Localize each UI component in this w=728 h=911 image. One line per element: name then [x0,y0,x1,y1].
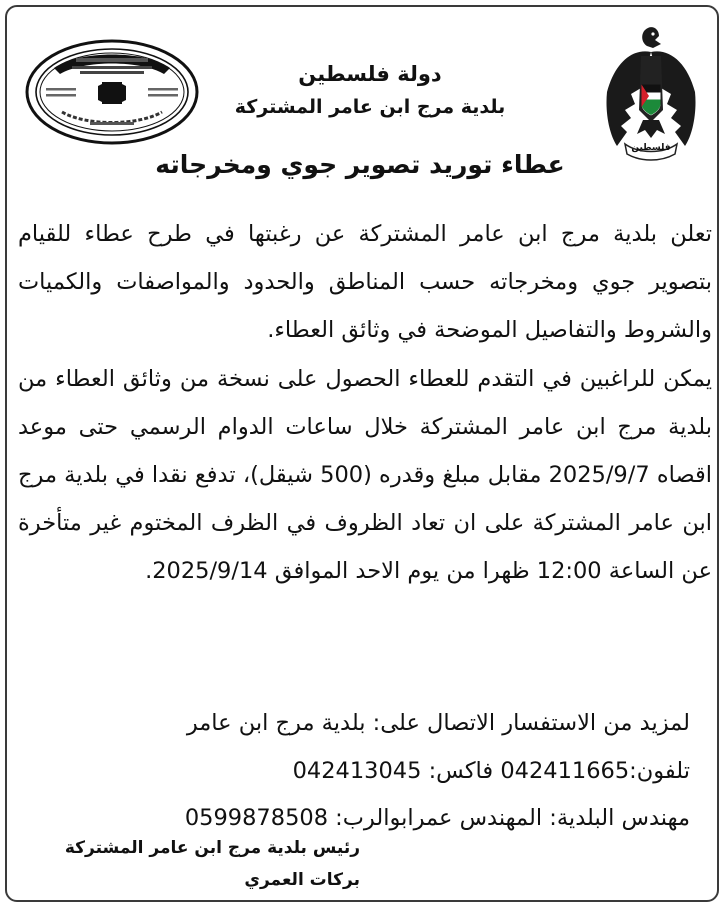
phone-fax-line: تلفون:042411665 فاكس: 042413045 [292,757,690,784]
signature-name: بركات العمري [244,870,360,890]
header-municipality: بلدية مرج ابن عامر المشتركة [234,96,506,118]
contact-info [50,700,690,843]
engineer-line: مهندس البلدية: المهندس عمرابوالرب: 0599878508 [184,805,690,831]
paragraph-announcement: تعلن بلدية مرج ابن عامر المشتركة عن رغبتها في طرح عطاء للقيام بتصوير جوي ومخرجاته حسب المناطق والحدود والمواصفات والكميات والشروط والتفاصيل الموضحة في وثائق العطاء. [18,221,712,344]
municipality-seal [24,38,200,146]
signature-title: رئيس بلدية مرج ابن عامر المشتركة [64,838,360,858]
tender-title: عطاء توريد تصوير جوي ومخرجاته [155,150,565,179]
paragraph-conditions: يمكن للراغبين في التقدم للعطاء الحصول على نسخة من وثائق العطاء من بلدية مرج ابن عامر المشتركة خلال ساعات الدوام الرسمي حتى موعد اقصاه 2025/9/7 مقابل مبلغ وقدره (500 شيقل)، تدفع نقدا في بلدية مرج ابن عامر المشتركة على ان تعاد الظروف في الظرف المختوم غير متأخرة عن الساعة 12:00 ظهرا من يوم الاحد الموافق 2025/9/14. [18,365,712,585]
emblem-caption: فلسطين [631,143,671,153]
palestine-eagle-emblem [603,22,699,162]
header-state: دولة فلسطين [298,62,442,86]
announcement-body [18,210,712,596]
contact-line: لمزيد من الاستفسار الاتصال على: بلدية مرج ابن عامر [186,710,690,736]
